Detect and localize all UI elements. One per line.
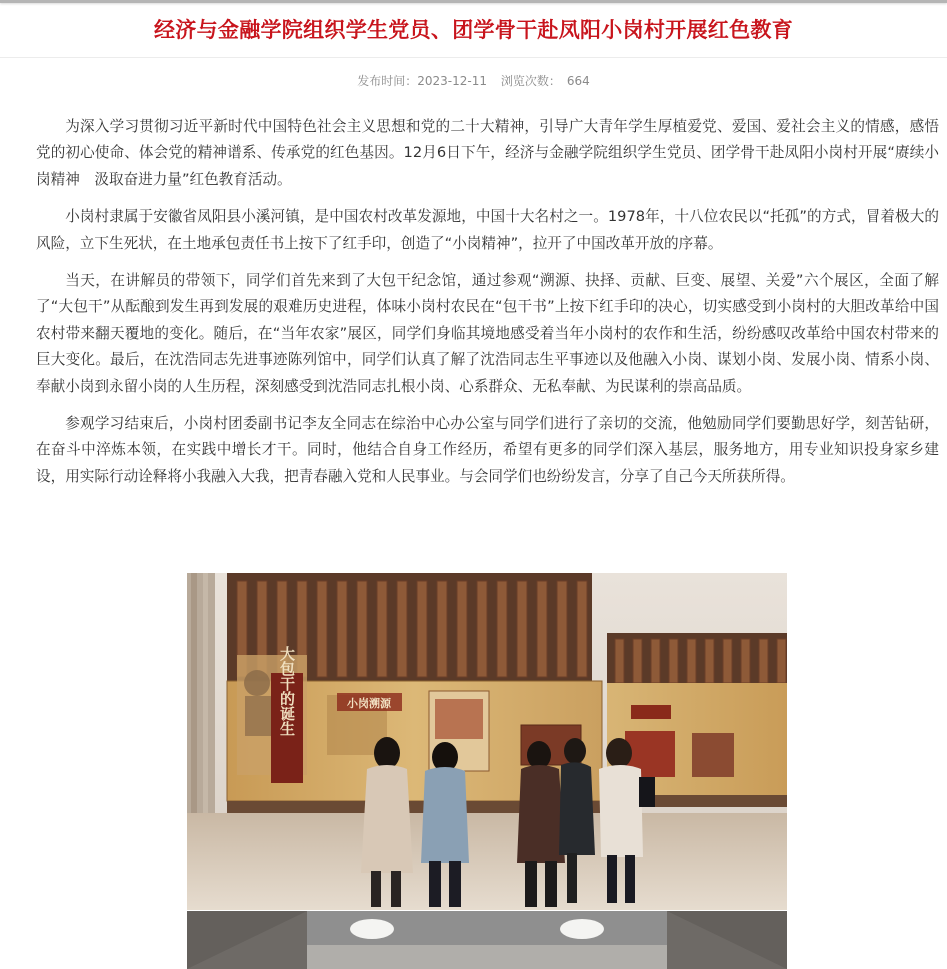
publish-date: 2023-12-11 [417, 74, 487, 88]
paragraph-1: 为深入学习贯彻习近平新时代中国特色社会主义思想和党的二十大精神，引导广大青年学生厚植爱党、爱国、爱社会主义的情感，感悟党的初心使命、体会党的精神谱系、传承党的红色基因。12月6日下午，经济与金融学院组织学生党员、团学骨干赴凤阳小岗村开展“赓续小岗精神 汲取奋进力量”红色教育活动。 [36, 118, 939, 188]
views-count: 664 [566, 74, 590, 88]
photo-panel-text: 大包干的诞生 [278, 646, 296, 736]
paragraph-4: 参观学习结束后，小岗村团委副书记李友全同志在综治中心办公室与同学们进行了亲切的交流，他勉励同学们要勤思好学，刻苦钻研，在奋斗中淬炼本领，在实践中增长才干。同时，他结合自身工作经历，希望有更多的同学们深入基层，服务地方，用专业知识投身家乡建设，用实际行动诠释将小我融入大我，把青春融入党和人民事业。与会同学们也纷纷发言，分享了自己今天所获所得。 [36, 415, 939, 485]
article-meta [0, 72, 947, 90]
publish-label: 发布时间： [357, 74, 418, 88]
title-area [0, 3, 947, 58]
exhibition-photo-illustration [187, 573, 787, 910]
article-body [36, 114, 939, 501]
views-label: 浏览次数： [500, 74, 561, 88]
article-title: 经济与金融学院组织学生党员、团学骨干赴凤阳小岗村开展红色教育 [154, 17, 793, 42]
paragraph-3: 当天，在讲解员的带领下，同学们首先来到了大包干纪念馆，通过参观“溯源、抉择、贡献、巨变、展望、关爱”六个展区，全面了解了“大包干”从酝酿到发生再到发展的艰难历史进程，体味小岗村农民在“包干书”上按下红手印的决心，切实感受到小岗村的大胆改革给中国农村带来翻天覆地的变化。随后，在“当年农家”展区，同学们身临其境地感受着当年小岗村的农作和生活，纷纷感叹改革给中国农村带来的巨大变化。最后，在沈浩同志先进事迹陈列馆中，同学们认真了解了沈浩同志生平事迹以及他融入小岗、谋划小岗、发展小岗、情系小岗、奉献小岗到永留小岗的人生历程，深刻感受到沈浩同志扎根小岗、心系群众、无私奉献、为民谋利的崇高品质。 [36, 272, 939, 395]
second-photo [187, 911, 787, 969]
exhibition-photo [187, 573, 787, 910]
second-photo-illustration [187, 911, 787, 969]
paragraph-2: 小岗村隶属于安徽省凤阳县小溪河镇，是中国农村改革发源地，中国十大名村之一。1978年，十八位农民以“托孤”的方式，冒着极大的风险，立下生死状，在土地承包责任书上按下了红手印，创造了“小岗精神”，拉开了中国改革开放的序幕。 [36, 208, 939, 252]
photo-banner-text: 小岗溯源 [347, 697, 391, 710]
